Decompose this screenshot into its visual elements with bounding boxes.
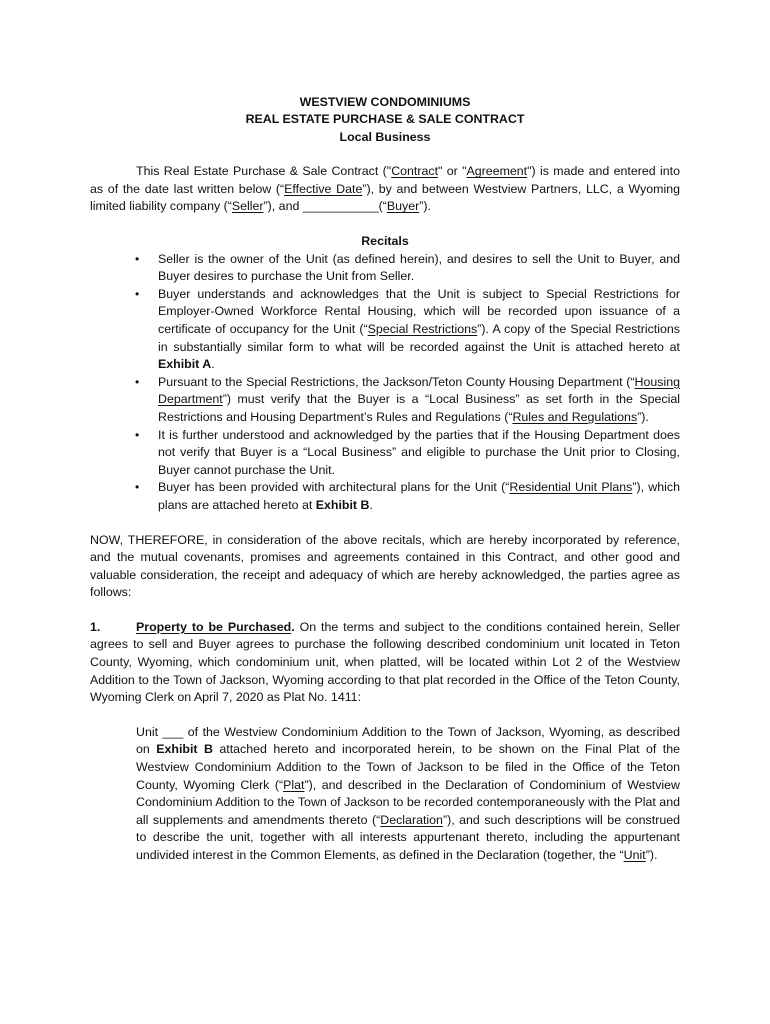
defined-term-unit: Unit — [623, 848, 646, 862]
defined-term-agreement: Agreement — [466, 164, 528, 179]
defined-term-housing-department: Housing Department — [158, 374, 680, 407]
list-item: • Buyer has been provided with architectural plans for the Unit (“Residential Unit Plans”), which plans are attached hereto at Exhibit B. — [135, 480, 680, 512]
defined-term-plat: Plat — [283, 777, 305, 792]
exhibit-b-reference: Exhibit B — [315, 497, 370, 512]
list-item: • Buyer understands and acknowledges that the Unit is subject to Special Restrictions for Employer-Owned Workforce Rental Housing, which will be recorded upon issuance of a certificate of occupancy for the Unit (“Special Restrictions”). A copy of the Special Restrictions in substantially similar form to what will be recorded against the Unit is attached hereto at Exhibit A. — [135, 286, 680, 372]
defined-term-buyer: Buyer — [386, 199, 420, 214]
defined-term-contract: Contract — [391, 164, 439, 179]
bullet-icon: • — [135, 480, 140, 495]
list-item: • It is further understood and acknowledged by the parties that if the Housing Department does not verify that Buyer is a “Local Business” and eligible to purchase the Unit prior to Closing, Buyer cannot purchase the Unit. — [135, 427, 680, 477]
list-item: • Pursuant to the Special Restrictions, the Jackson/Teton County Housing Department (“Housing Department”) must verify that the Buyer is a “Local Business” as set forth in the Special Restrictions and Housing Department’s Rules and Regulations (“Rules and Regulations”). — [135, 374, 680, 424]
bullet-icon: • — [135, 427, 140, 442]
recitals-heading: Recitals — [361, 234, 409, 248]
section-number: 1. — [90, 619, 101, 634]
bullet-icon: • — [135, 251, 140, 266]
exhibit-a-reference: Exhibit A — [158, 357, 212, 372]
now-therefore-paragraph: NOW, THEREFORE, in consideration of the above recitals, which are hereby incorporated by reference, and the mutual covenants, promises and agreements contained in this Contract, and other good and valuable consideration, the receipt and adequacy of which are hereby acknowledged, the parties agree as follows: — [90, 532, 680, 600]
list-item: • Seller is the owner of the Unit (as defined herein), and desires to sell the Unit to Buyer, and Buyer desires to purchase the Unit from Seller. — [135, 251, 680, 284]
defined-term-declaration: Declaration — [380, 812, 443, 827]
title-subtitle: Local Business — [339, 129, 431, 144]
exhibit-b-reference: Exhibit B — [156, 742, 213, 757]
defined-term-seller: Seller — [231, 199, 264, 214]
defined-term-special-restrictions: Special Restrictions — [367, 321, 478, 336]
section-title: Property to be Purchased — [136, 619, 292, 634]
bullet-icon: • — [135, 374, 140, 389]
defined-term-effective-date: Effective Date — [284, 181, 363, 196]
unit-description-block: Unit ___ of the Westview Condominium Addition to the Town of Jackson, Wyoming, as described on Exhibit B attached hereto and incorporated herein, to be shown on the Final Plat of the Westview Condominium Addition to the Town of Jackson to be filed in the Office of the Teton County, Wyoming Clerk (“Plat”), and described in the Declaration of Condominium of Westview Condominium Addition to the Town of Jackson to be recorded contemporaneously with the Plat and all supplements and amendments thereto (“Declaration”), and such descriptions will be construed to describe the unit, together with all interests appurtenant thereto, including the appurtenant undivided interest in the Common Elements, as defined in the Declaration (together, the “Unit”). — [136, 724, 680, 862]
defined-term-rules-and-regulations: Rules and Regulations — [512, 409, 638, 424]
defined-term-residential-unit-plans: Residential Unit Plans — [509, 480, 633, 495]
title-condominiums: WESTVIEW CONDOMINIUMS — [299, 95, 471, 109]
section-1-paragraph: 1. Property to be Purchased. On the terms and subject to the conditions contained herein, Seller agrees to sell and Buyer agrees to purchase the following described condominium unit located in Teton County, Wyoming, which condominium unit, when platted, will be located within Lot 2 of the Westview Addition to the Town of Jackson, Wyoming according to that plat recorded in the Office of the Teton County, Wyoming Clerk on April 7, 2020 as Plat No. 1411: — [90, 619, 680, 705]
title-contract: REAL ESTATE PURCHASE & SALE CONTRACT — [245, 112, 525, 127]
document-title-block — [90, 94, 680, 146]
bullet-icon: • — [135, 286, 140, 301]
recitals-list — [90, 251, 680, 515]
intro-paragraph: This Real Estate Purchase & Sale Contract ("Contract" or "Agreement") is made and entered into as of the date last written below (“Effective Date”), by and between Westview Partners, LLC, a Wyoming limited liability company (“Seller”), and ___________(“Buyer”). — [90, 164, 680, 214]
